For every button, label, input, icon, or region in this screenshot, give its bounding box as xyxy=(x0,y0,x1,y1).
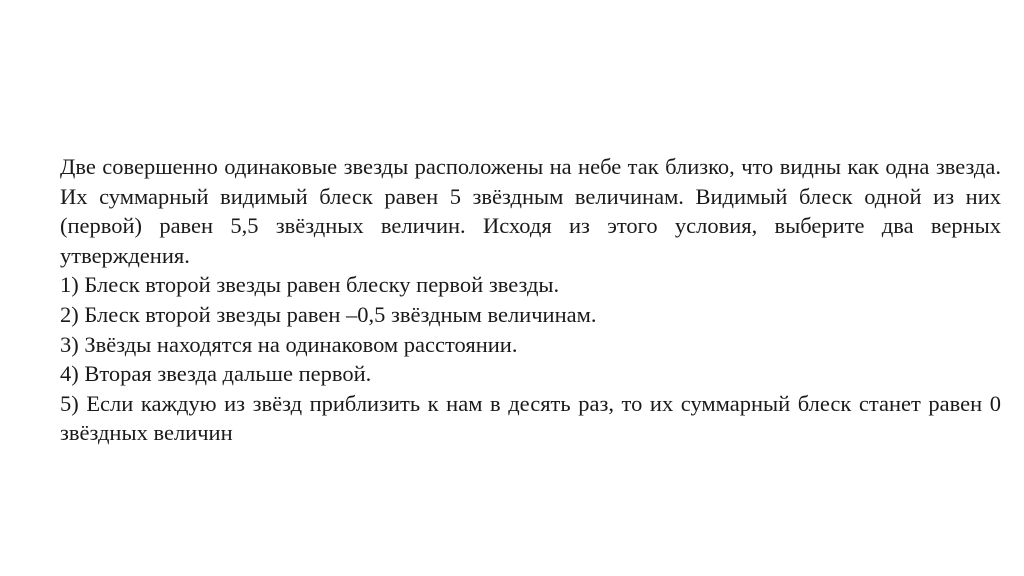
answer-option-5: 5) Если каждую из звёзд приблизить к нам в десять раз, то их суммарный блеск станет равен 0 звёздных величин xyxy=(60,390,1001,446)
question-intro: Две совершенно одинаковые звезды расположены на небе так близко, что видны как одна звезда. Их суммарный видимый блеск равен 5 звёздным величинам. Видимый блеск одной из них (первой) равен 5,5 звёздных величин. Исходя из этого условия, выберите два верных утверждения. xyxy=(60,154,1001,268)
answer-option-3: 3) Звёзды находятся на одинаковом расстоянии. xyxy=(60,331,518,357)
question-text-block xyxy=(60,152,1001,448)
answer-option-1: 1) Блеск второй звезды равен блеску первой звезды. xyxy=(60,272,560,298)
answer-option-2: 2) Блеск второй звезды равен –0,5 звёздным величинам. xyxy=(60,301,597,327)
answer-option-4: 4) Вторая звезда дальше первой. xyxy=(60,361,372,387)
